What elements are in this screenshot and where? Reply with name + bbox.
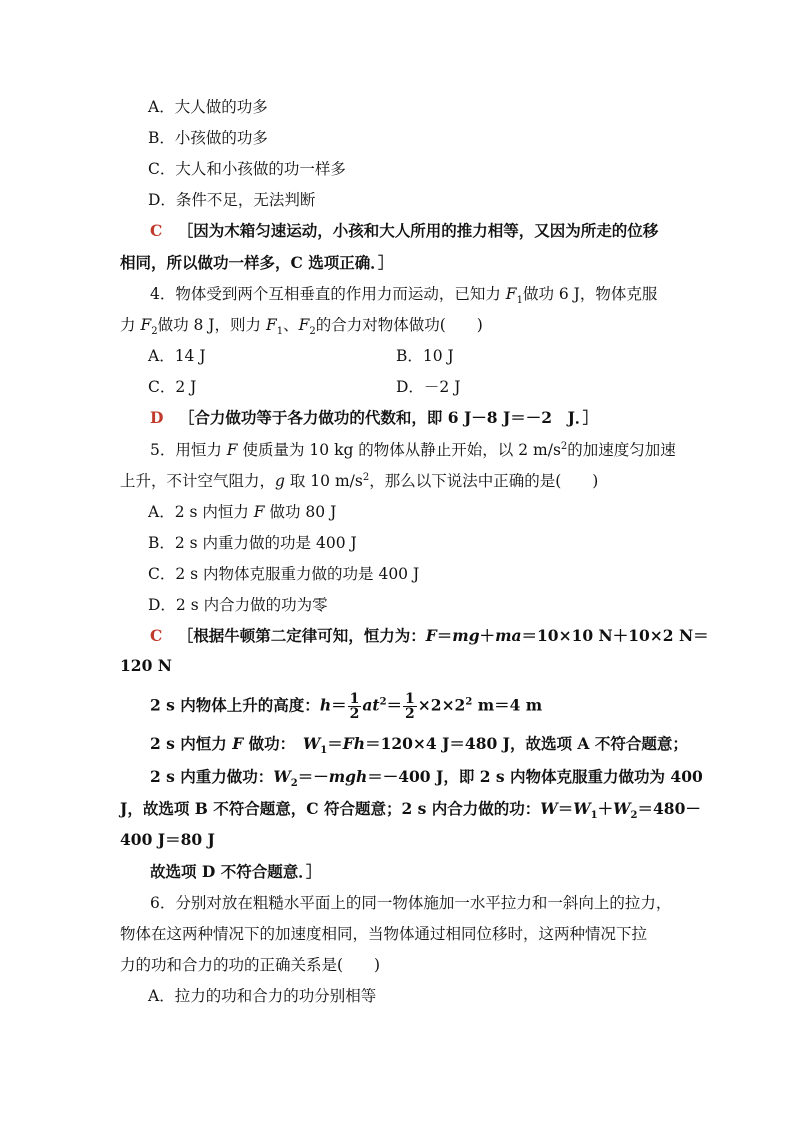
q4-force-symbol: F xyxy=(140,316,152,334)
q5-option-text: A．2 s 内恒力 xyxy=(148,503,254,521)
q3-answer: C xyxy=(150,221,163,240)
fraction-denominator: 2 xyxy=(405,706,415,722)
q4-stem-text: 力 xyxy=(120,316,141,334)
q5-symbol: h xyxy=(319,695,332,715)
q5-stem-text: 取 10 m/s xyxy=(284,472,363,490)
q5-explanation: ＝－400 J，即 2 s 内物体克服重力做功为 400 xyxy=(367,767,703,786)
q3-answer-line xyxy=(150,221,658,241)
q5-superscript: 2 xyxy=(362,471,370,483)
q5-symbol: mgh xyxy=(328,767,368,786)
q4-stem-text: 做功 6 J，物体克服 xyxy=(522,285,658,303)
q5-symbol: W xyxy=(573,799,591,818)
q5-stem-text: 5．用恒力 xyxy=(150,441,227,459)
q5-symbol: W xyxy=(613,799,631,818)
q5-subscript: 2 xyxy=(630,810,638,822)
q5-explanation: ＝ xyxy=(331,695,347,715)
q5-explanation-line5 xyxy=(150,767,703,790)
q5-explanation-line6 xyxy=(120,799,701,822)
q4-options-row1 xyxy=(148,346,748,366)
q4-stem-text: 的合力对物体做功( ) xyxy=(315,316,483,334)
q5-option-c: C．2 s 内物体克服重力做的功是 400 J xyxy=(148,565,420,583)
q5-superscript: 2 xyxy=(560,440,568,452)
q5-symbol: ma xyxy=(495,626,522,645)
q5-explanation: ＝480－ xyxy=(637,799,701,818)
q5-force-symbol: F xyxy=(226,441,238,459)
q4-explanation: ［合力做功等于各力做功的代数和，即 6 J－8 J＝－2 J．］ xyxy=(178,408,599,427)
q5-symbol: F xyxy=(425,626,437,645)
q5-superscript: 2 xyxy=(379,696,387,708)
q6-stem-line3: 力的功和合力的功的正确关系是( ) xyxy=(120,956,381,974)
q5-symbol: Fh xyxy=(342,734,366,753)
q5-gravity-symbol: g xyxy=(275,472,285,490)
q4-options-row2 xyxy=(148,377,748,397)
q5-fraction xyxy=(348,692,362,721)
q4-subscript: 2 xyxy=(151,326,158,338)
q5-explanation: 2 s 内重力做功： xyxy=(150,767,274,786)
q5-stem-line1 xyxy=(150,440,676,460)
q5-explanation-line4 xyxy=(150,734,688,757)
q4-subscript: 2 xyxy=(309,326,316,338)
q5-explanation-line3 xyxy=(150,692,542,721)
q5-explanation-line2: 120 N xyxy=(120,656,172,675)
q3-option-a: A．大人做的功多 xyxy=(148,98,268,116)
q5-explanation: ＝120×4 J＝480 J，故选项 A 不符合题意； xyxy=(365,734,688,753)
q4-stem-line1 xyxy=(150,284,658,307)
q5-explanation: 2 s 内物体上升的高度： xyxy=(150,695,320,715)
q5-stem-text: ，那么以下说法中正确的是( ) xyxy=(369,472,599,490)
q5-explanation: ＝ xyxy=(327,734,343,753)
q5-explanation: 做功： xyxy=(243,734,303,753)
q3-option-d: D．条件不足，无法判断 xyxy=(148,191,316,209)
q4-subscript: 1 xyxy=(276,326,284,338)
q5-stem-text: 上升，不计空气阻力， xyxy=(120,472,276,490)
q5-explanation: ＝ xyxy=(436,626,453,645)
q5-answer-line xyxy=(150,626,709,646)
q5-option-a xyxy=(148,502,336,522)
q5-symbol: W xyxy=(302,734,321,753)
q5-explanation-line8: 故选项 D 不符合题意．］ xyxy=(150,862,322,881)
q4-option-a: A．14 J xyxy=(148,347,206,365)
q5-explanation: m＝4 m xyxy=(472,695,543,715)
q4-stem-line2 xyxy=(120,315,483,338)
q4-stem-text: 、 xyxy=(283,316,299,334)
q6-option-a: A．拉力的功和合力的功分别相等 xyxy=(148,987,377,1005)
q5-symbol: W xyxy=(540,799,558,818)
q5-stem-line2 xyxy=(120,471,598,491)
q5-stem-text: 使质量为 10 kg 的物体从静止开始，以 2 m/s xyxy=(237,441,561,459)
q4-force-symbol: F xyxy=(265,316,277,334)
q3-explanation: ［因为木箱匀速运动，小孩和大人所用的推力相等，又因为所走的位移 xyxy=(177,221,659,240)
q5-force-symbol: F xyxy=(253,503,265,521)
q5-symbol: mg xyxy=(452,626,480,645)
q3-option-b: B．小孩做的功多 xyxy=(148,129,268,147)
q5-explanation: ×2×2 xyxy=(417,695,466,715)
q5-superscript: 2 xyxy=(465,696,473,708)
q4-option-d: D．－2 J xyxy=(396,378,461,396)
q4-force-symbol: F xyxy=(298,316,310,334)
q4-stem-text: 4．物体受到两个互相垂直的作用力而运动，已知力 xyxy=(150,285,506,303)
q5-subscript: 1 xyxy=(590,810,598,822)
fraction-numerator: 1 xyxy=(405,691,415,707)
q5-symbol: at xyxy=(362,695,380,715)
q5-fraction xyxy=(403,692,417,721)
q5-explanation: ＋ xyxy=(597,799,614,818)
q5-symbol: F xyxy=(232,734,244,753)
q5-option-b: B．2 s 内重力做的功是 400 J xyxy=(148,534,357,552)
q4-answer-line xyxy=(150,408,598,428)
q5-explanation: 2 s 内恒力 xyxy=(150,734,233,753)
q4-stem-text: 做功 8 J，则力 xyxy=(157,316,266,334)
q5-stem-text: 的加速度匀加速 xyxy=(567,441,676,459)
q5-explanation: J，故选项 B 不符合题意，C 符合题意；2 s 内合力做的功： xyxy=(120,799,541,818)
q5-explanation: ［根据牛顿第二定律可知，恒力为： xyxy=(177,626,426,645)
q4-option-b: B．10 J xyxy=(396,347,454,365)
q5-explanation: ＝ xyxy=(386,695,403,715)
q4-subscript: 1 xyxy=(516,295,523,307)
q3-explanation-cont: 相同，所以做功一样多，C 选项正确．］ xyxy=(120,253,394,272)
q5-subscript: 2 xyxy=(290,778,298,790)
q5-explanation-line7: 400 J＝80 J xyxy=(120,830,215,849)
q5-explanation: ＝ xyxy=(557,799,574,818)
fraction-denominator: 2 xyxy=(349,706,360,722)
fraction-numerator: 1 xyxy=(349,691,360,707)
q5-answer: C xyxy=(150,626,163,645)
q5-subscript: 1 xyxy=(320,745,328,757)
q4-force-symbol: F xyxy=(505,285,517,303)
q5-option-text: 做功 80 J xyxy=(264,503,337,521)
q5-explanation: ＝－ xyxy=(297,767,329,786)
q5-symbol: W xyxy=(273,767,291,786)
q4-answer: D xyxy=(150,408,164,427)
q5-explanation: ＝10×10 N＋10×2 N＝ xyxy=(521,626,709,645)
q3-option-c: C．大人和小孩做的功一样多 xyxy=(148,160,346,178)
q5-explanation: ＋ xyxy=(479,626,496,645)
q6-stem-line1: 6．分别对放在粗糙水平面上的同一物体施加一水平拉力和一斜向上的拉力， xyxy=(150,894,672,912)
q4-option-c: C．2 J xyxy=(148,378,197,396)
q6-stem-line2: 物体在这两种情况下的加速度相同，当物体通过相同位移时，这两种情况下拉 xyxy=(120,925,648,943)
q5-option-d: D．2 s 内合力做的功为零 xyxy=(148,596,328,614)
